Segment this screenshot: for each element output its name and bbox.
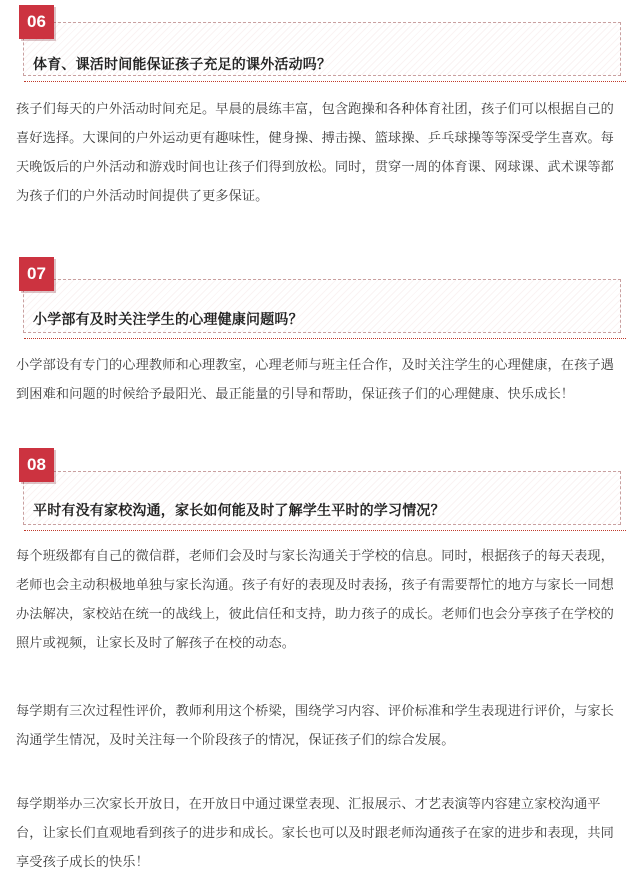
- answer-line: 孩子们每天的户外活动时间充足。早晨的晨练丰富，包含跑操和各种体育社团，孩子们可以根据自己的: [16, 102, 614, 117]
- answer-paragraph: [16, 697, 628, 755]
- question-heading: 小学部有及时关注学生的心理健康问题吗？: [33, 312, 303, 328]
- answer-line: 每学期有三次过程性评价，教师利用这个桥梁，围绕学习内容、评价标准和学生表现进行评价，与家长: [16, 704, 614, 719]
- answer-line: 台，让家长们直观地看到孩子的进步和成长。家长也可以及时跟老师沟通孩子在家的进步和表现，共同: [16, 826, 614, 841]
- answer-line: 小学部设有专门的心理教师和心理教室，心理老师与班主任合作，及时关注学生的心理健康，在孩子遇: [16, 358, 614, 373]
- answer-line: 照片或视频，让家长及时了解孩子在校的动态。: [16, 636, 296, 651]
- answer-line: 沟通学生情况，及时关注每一个阶段孩子的情况，保证孩子们的综合发展。: [16, 733, 455, 748]
- answer-line: 喜好选择。大课间的户外运动更有趣味性，健身操、搏击操、篮球操、乒乓球操等等深受学生喜欢。每: [16, 131, 614, 146]
- question-heading: 平时有没有家校沟通，家长如何能及时了解学生平时的学习情况？: [33, 503, 445, 519]
- question-heading: 体育、课活时间能保证孩子充足的课外活动吗？: [33, 57, 332, 73]
- answer-paragraph: [16, 542, 628, 658]
- section-number-badge: 06: [19, 5, 54, 39]
- answer-line: 到困难和问题的时候给予最阳光、最正能量的引导和帮助，保证孩子们的心理健康、快乐成长！: [16, 387, 575, 402]
- answer-line: 每学期举办三次家长开放日，在开放日中通过课堂表现、汇报展示、才艺表演等内容建立家校沟通平: [16, 797, 601, 812]
- section-number-badge: 08: [19, 448, 54, 482]
- answer-line: 为孩子们的户外活动时间提供了更多保证。: [16, 189, 269, 204]
- answer-line: 享受孩子成长的快乐！: [16, 855, 149, 870]
- answer-line: 每个班级都有自己的微信群，老师们会及时与家长沟通关于学校的信息。同时，根据孩子的每天表现，: [16, 549, 614, 564]
- answer-line: 老师也会主动积极地单独与家长沟通。孩子有好的表现及时表扬，孩子有需要帮忙的地方与家长一同想: [16, 578, 614, 593]
- answer-line: 办法解决，家校站在统一的战线上，彼此信任和支持，助力孩子的成长。老师们也会分享孩子在学校的: [16, 607, 614, 622]
- answer-paragraph: [16, 790, 628, 877]
- section-number-badge: 07: [19, 257, 54, 291]
- answer-line: 天晚饭后的户外活动和游戏时间也让孩子们得到放松。同时，贯穿一周的体育课、网球课、武术课等都: [16, 160, 614, 175]
